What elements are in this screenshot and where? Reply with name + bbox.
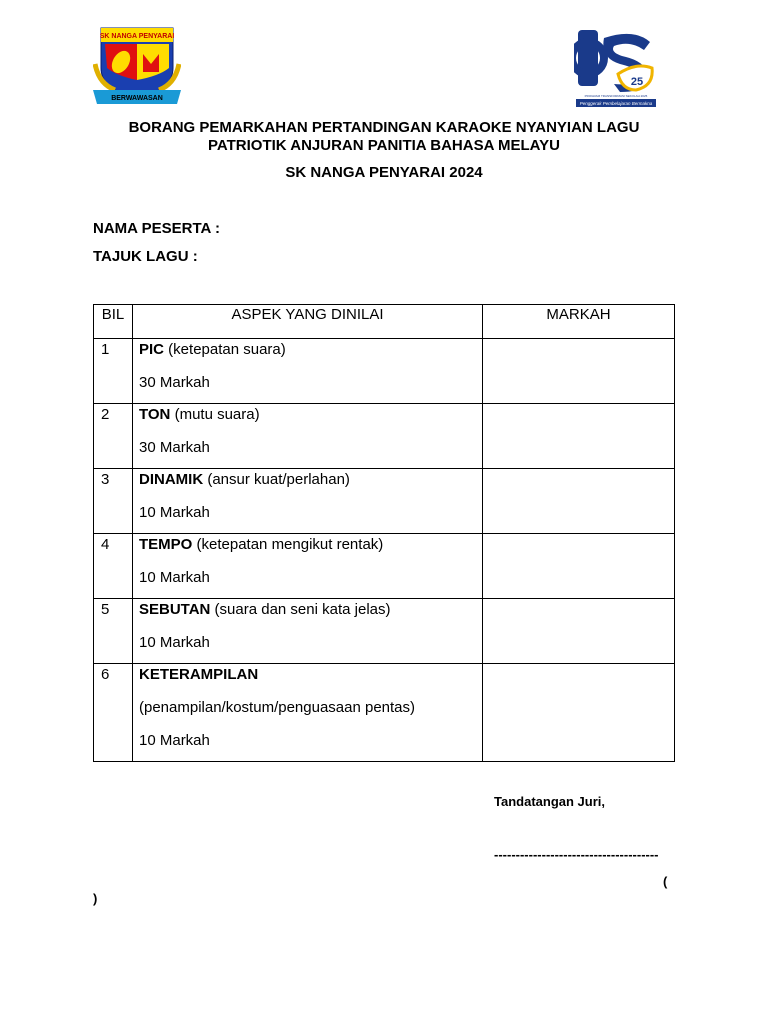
- form-title-line2: PATRIOTIK ANJURAN PANITIA BAHASA MELAYU: [208, 137, 560, 154]
- form-title-line1: BORANG PEMARKAHAN PERTANDINGAN KARAOKE NYANYIAN LAGU: [128, 119, 640, 136]
- aspect-description: (mutu suara): [170, 406, 260, 423]
- marks-entry-cell[interactable]: [483, 404, 675, 469]
- signature-line[interactable]: --------------------------------------: [494, 847, 659, 862]
- aspect-name: KETERAMPILAN: [139, 666, 259, 683]
- aspect-name: TEMPO: [139, 536, 193, 553]
- ts25-number: 25: [630, 76, 644, 88]
- aspect-max-marks: 30 Markah: [139, 439, 210, 456]
- table-row: [94, 469, 675, 534]
- school-logo: [93, 24, 181, 110]
- aspect-max-marks: 10 Markah: [139, 569, 210, 586]
- ts25-caption-tagline: Penggerak Pembelajaran Bermakna: [579, 101, 653, 106]
- aspect-description: (suara dan seni kata jelas): [210, 601, 391, 618]
- table-row: [94, 599, 675, 664]
- form-subtitle: SK NANGA PENYARAI 2024: [285, 164, 483, 181]
- table-header-row: [94, 305, 675, 339]
- marks-entry-cell[interactable]: [483, 339, 675, 404]
- aspect-description: (penampilan/kostum/penguasaan pentas): [139, 699, 416, 716]
- aspect-cell: [133, 404, 483, 469]
- aspect-name: SEBUTAN: [139, 601, 211, 618]
- aspect-cell: [133, 469, 483, 534]
- aspect-cell: [133, 664, 483, 762]
- header-aspek: ASPEK YANG DINILAI: [133, 305, 483, 339]
- row-number: 3: [94, 469, 133, 534]
- aspect-description: (ketepatan mengikut rentak): [192, 536, 384, 553]
- ts25-logo: [574, 28, 658, 108]
- aspect-cell: [133, 599, 483, 664]
- school-logo-name: SK NANGA PENYARAI: [99, 33, 175, 40]
- marks-entry-cell[interactable]: [483, 534, 675, 599]
- aspect-name: TON: [139, 406, 171, 423]
- song-title-label: TAJUK LAGU :: [93, 248, 198, 265]
- row-number: 1: [94, 339, 133, 404]
- table-row: [94, 339, 675, 404]
- marks-entry-cell[interactable]: [483, 469, 675, 534]
- aspect-cell: [133, 339, 483, 404]
- table-row: [94, 534, 675, 599]
- aspect-max-marks: 10 Markah: [139, 732, 210, 749]
- aspect-max-marks: 30 Markah: [139, 374, 210, 391]
- aspect-name: DINAMIK: [139, 471, 204, 488]
- table-row: [94, 664, 675, 762]
- row-number: 6: [94, 664, 133, 762]
- row-number: 4: [94, 534, 133, 599]
- row-number: 2: [94, 404, 133, 469]
- marks-entry-cell[interactable]: [483, 664, 675, 762]
- form-title: [60, 119, 708, 155]
- marks-entry-cell[interactable]: [483, 599, 675, 664]
- name-close-paren: ): [93, 891, 98, 906]
- row-number: 5: [94, 599, 133, 664]
- ts25-caption-program: PROGRAM TRANSFORMASI SEKOLAH 2025: [584, 94, 648, 98]
- header-bil: BIL: [94, 305, 133, 339]
- aspect-max-marks: 10 Markah: [139, 634, 210, 651]
- name-open-paren: (: [663, 874, 668, 889]
- marking-table: [93, 304, 675, 762]
- table-row: [94, 404, 675, 469]
- school-motto: BERWAWASAN: [111, 95, 163, 102]
- aspect-cell: [133, 534, 483, 599]
- aspect-max-marks: 10 Markah: [139, 504, 210, 521]
- aspect-description: (ansur kuat/perlahan): [203, 471, 350, 488]
- header-markah: MARKAH: [483, 305, 675, 339]
- aspect-name: PIC: [139, 341, 165, 358]
- aspect-description: (ketepatan suara): [164, 341, 286, 358]
- judge-signature-label: Tandatangan Juri,: [494, 794, 605, 809]
- participant-name-label: NAMA PESERTA :: [93, 220, 220, 237]
